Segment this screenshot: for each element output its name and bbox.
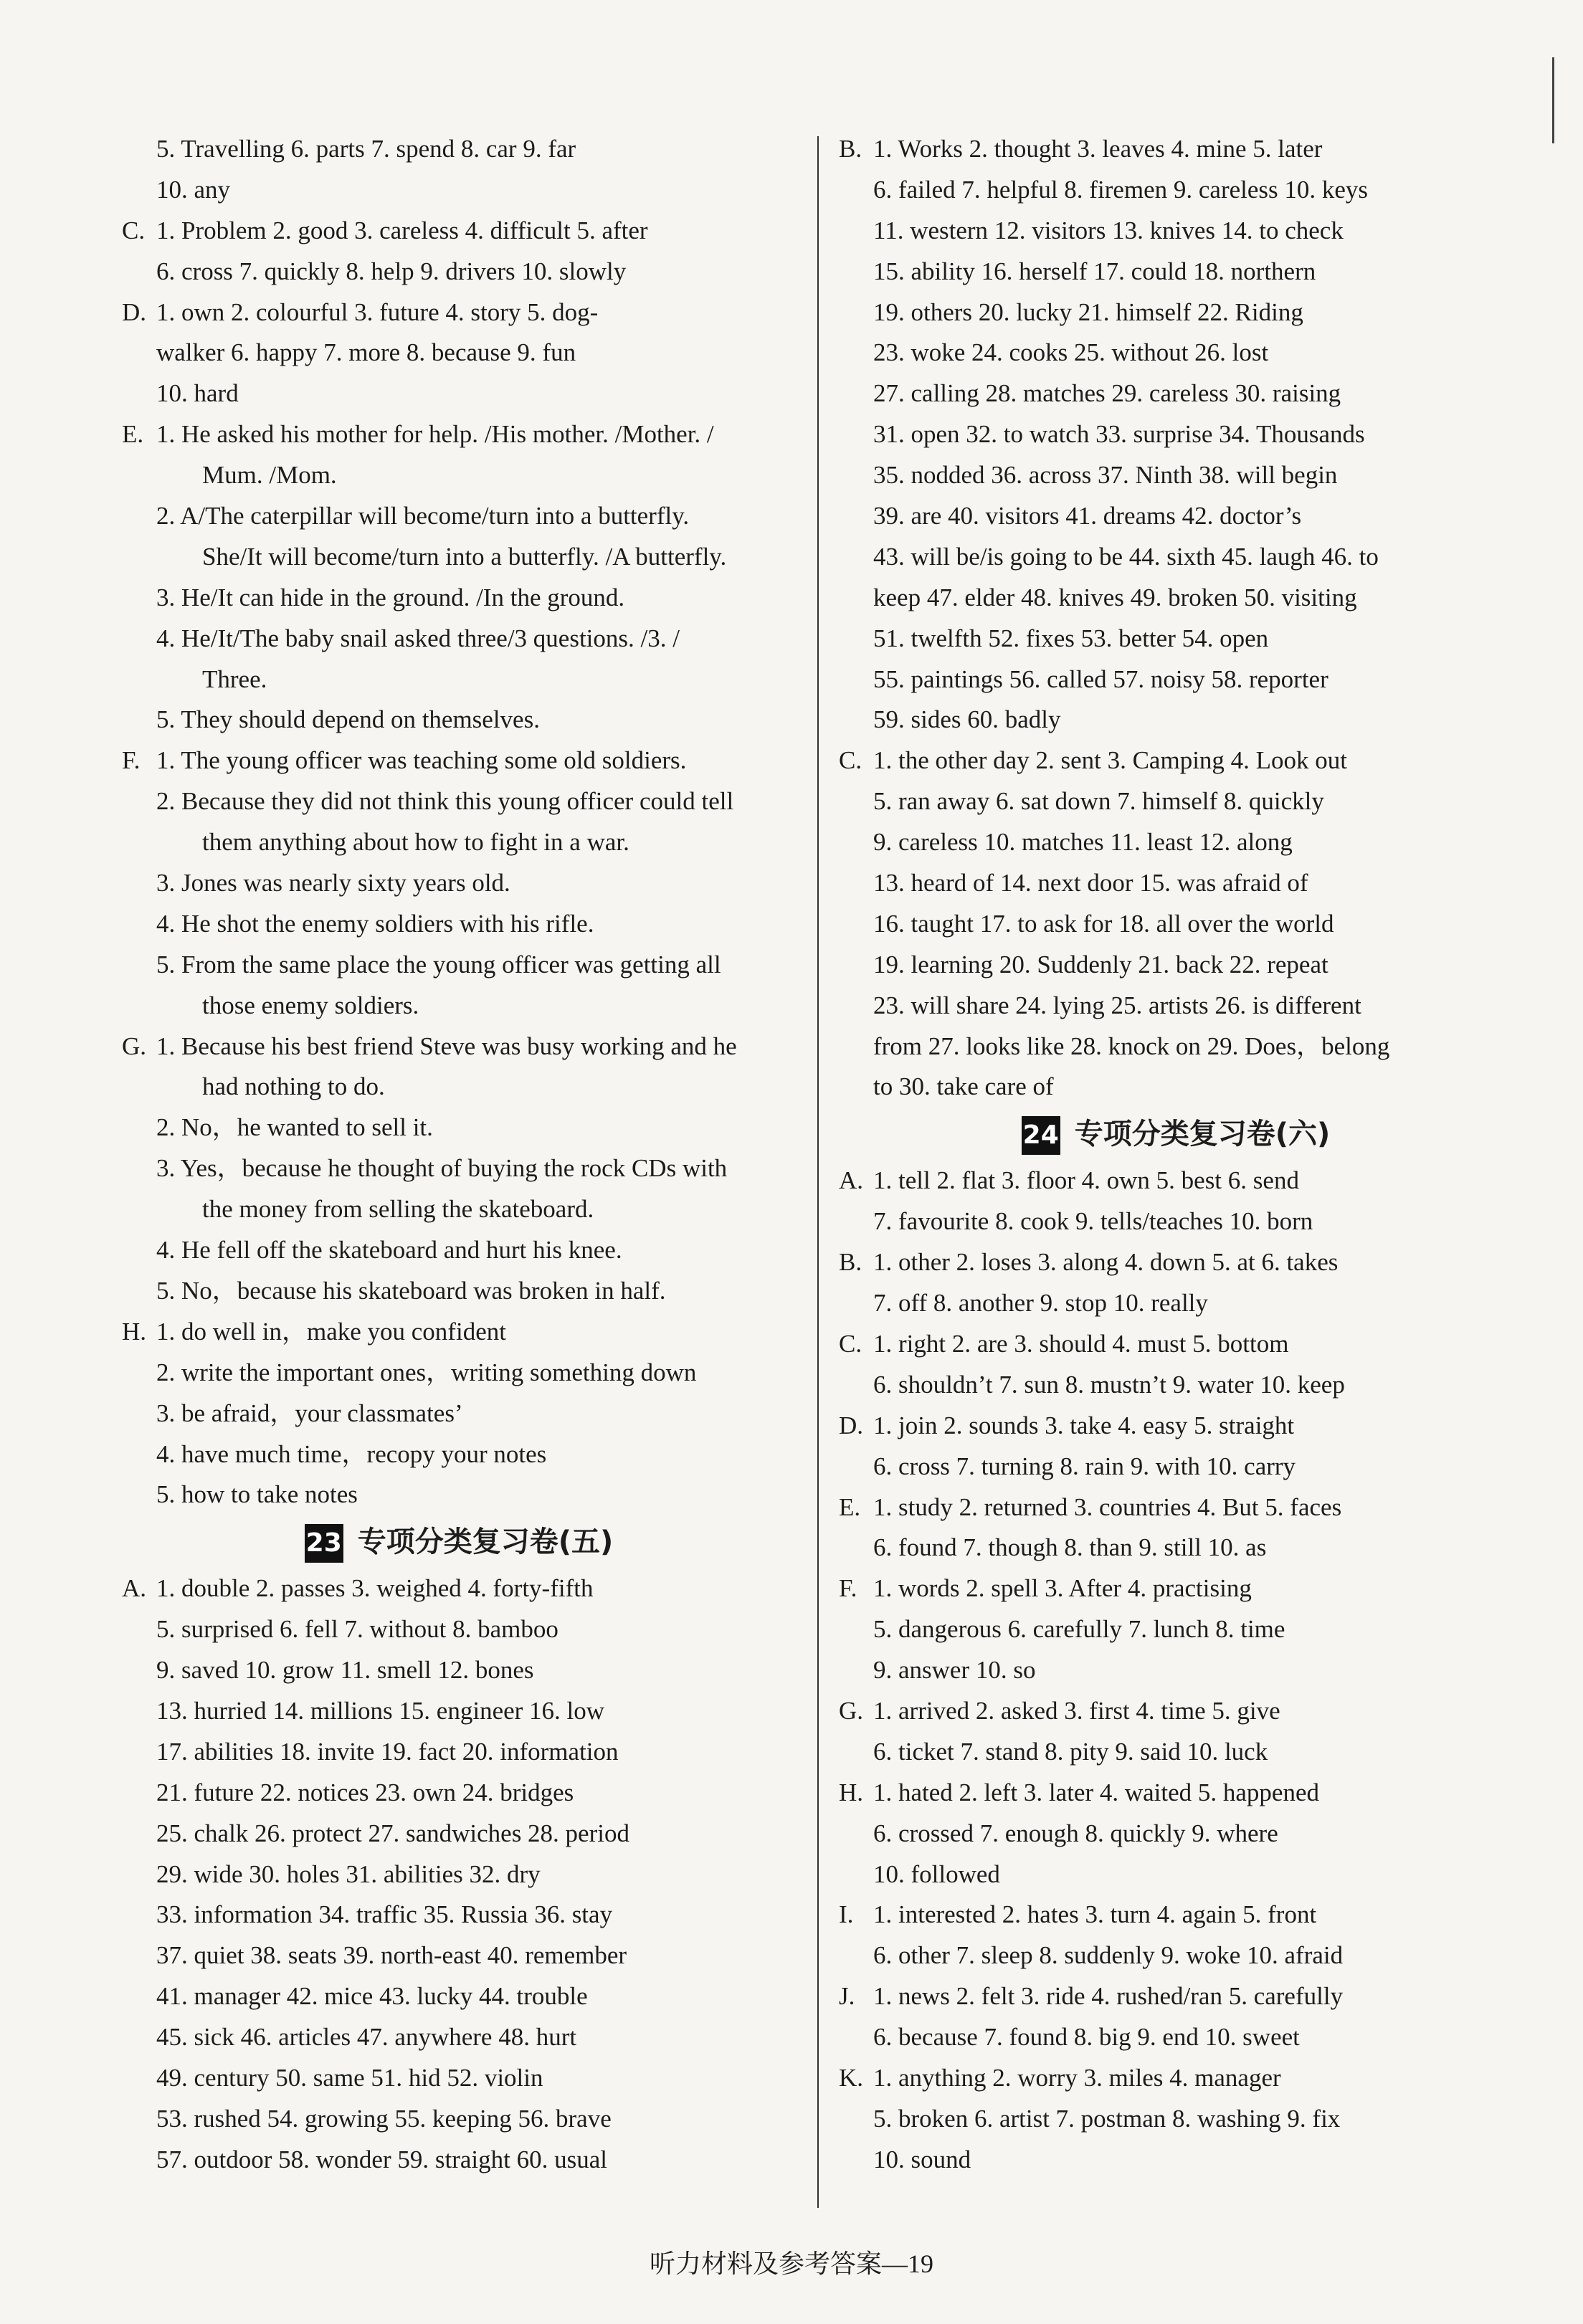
section-letter: A. [122, 1574, 147, 1603]
answer-text: 6. failed 7. helpful 8. firemen 9. careless 10. keys [873, 175, 1369, 204]
answer-text: 1. double 2. passes 3. weighed 4. forty-fifth [156, 1574, 594, 1603]
right-answers-bottom [839, 1161, 1513, 2180]
answer-line [122, 2058, 796, 2099]
answer-line [839, 496, 1513, 537]
answer-line [122, 1650, 796, 1691]
answer-text: 39. are 40. visitors 41. dreams 42. doctor’s [873, 502, 1302, 530]
answer-line [839, 1732, 1513, 1773]
answer-line [839, 1650, 1513, 1691]
answer-text: 1. words 2. spell 3. After 4. practising [873, 1574, 1252, 1603]
answer-line [122, 2017, 796, 2058]
answer-text: 1. The young officer was teaching some old soldiers. [156, 746, 687, 775]
answer-text: 1. Works 2. thought 3. leaves 4. mine 5. later [873, 135, 1323, 163]
answer-text: 1. own 2. colourful 3. future 4. story 5. dog- [156, 297, 599, 326]
answer-line [839, 822, 1513, 863]
section-letter: K. [839, 2063, 864, 2092]
answer-text: 1. right 2. are 3. should 4. must 5. bottom [873, 1329, 1289, 1358]
answer-line [839, 455, 1513, 496]
answer-line [122, 1271, 796, 1312]
answer-line [839, 659, 1513, 700]
answer-line [839, 211, 1513, 252]
answer-text: 6. ticket 7. stand 8. pity 9. said 10. luck [873, 1737, 1268, 1766]
answer-line [122, 1691, 796, 1732]
answer-line [839, 1609, 1513, 1650]
answer-text: 6. crossed 7. enough 8. quickly 9. where [873, 1819, 1278, 1847]
answer-line [839, 2140, 1513, 2181]
answer-line [122, 373, 796, 414]
answer-line [839, 2017, 1513, 2058]
answer-text: 5. ran away 6. sat down 7. himself 8. quickly [873, 787, 1324, 816]
answer-text: 1. study 2. returned 3. countries 4. But 5. faces [873, 1492, 1342, 1521]
answer-text: to 30. take care of [873, 1072, 1054, 1101]
answer-text: 25. chalk 26. protect 27. sandwiches 28. period [156, 1819, 629, 1847]
answer-line [122, 1475, 796, 1515]
answer-line [839, 578, 1513, 619]
answer-line [122, 986, 796, 1027]
answer-text: 10. any [156, 175, 231, 204]
answer-line [122, 619, 796, 659]
answer-line [122, 1312, 796, 1353]
right-answers-top [839, 129, 1513, 1108]
section-letter: G. [122, 1032, 147, 1060]
answer-line [122, 1976, 796, 2017]
answer-line [122, 496, 796, 537]
page-footer: 听力材料及参考答案—19 [649, 2249, 933, 2278]
answer-line [839, 1242, 1513, 1283]
answer-line [839, 1324, 1513, 1365]
section-letter: C. [839, 746, 862, 775]
answer-line [122, 781, 796, 822]
answer-line [839, 619, 1513, 659]
answer-line [122, 2099, 796, 2140]
section-letter: H. [122, 1317, 147, 1346]
answer-line [122, 1027, 796, 1067]
answer-text: 1. the other day 2. sent 3. Camping 4. Look out [873, 746, 1348, 775]
answer-line [839, 414, 1513, 455]
answer-text: 43. will be/is going to be 44. sixth 45. laugh 46. to [873, 542, 1379, 571]
answer-text: 7. off 8. another 9. stop 10. really [873, 1289, 1208, 1318]
answer-text: 6. cross 7. turning 8. rain 9. with 10. carry [873, 1452, 1296, 1480]
answer-text: 1. He asked his mother for help. /His mother. /Mother. / [156, 420, 714, 449]
answer-text: 45. sick 46. articles 47. anywhere 48. hurt [156, 2023, 577, 2052]
section-letter: E. [122, 420, 144, 449]
section-letter: F. [839, 1574, 857, 1603]
section-title: 专项分类复习卷(五) [357, 1525, 614, 1559]
answer-text: 59. sides 60. badly [873, 705, 1061, 734]
answer-line [839, 1568, 1513, 1609]
answer-text: Mum. /Mom. [202, 461, 337, 490]
answer-line [839, 1406, 1513, 1447]
answer-text: 4. He shot the enemy soldiers with his rifle. [156, 909, 594, 938]
answer-text: 1. arrived 2. asked 3. first 4. time 5. give [873, 1696, 1280, 1725]
answer-text: 5. dangerous 6. carefully 7. lunch 8. time [873, 1615, 1285, 1644]
answer-line [839, 1161, 1513, 1201]
section-heading-23 [122, 1515, 796, 1568]
answer-line [839, 740, 1513, 781]
section-letter: F. [122, 746, 141, 775]
answer-text: them anything about how to fight in a war. [202, 828, 629, 857]
section-letter: C. [122, 216, 146, 244]
section-letter: D. [839, 1411, 864, 1439]
section-letter: H. [839, 1778, 864, 1806]
answer-text: 2. write the important ones，writing something down [156, 1358, 697, 1386]
answer-text: 13. heard of 14. next door 15. was afraid of [873, 869, 1308, 897]
answer-line [122, 659, 796, 700]
answer-line [839, 1854, 1513, 1895]
section-number-badge: 24 [1022, 1116, 1060, 1155]
answer-line [839, 1935, 1513, 1976]
answer-text: 5. how to take notes [156, 1480, 358, 1509]
section-letter: C. [839, 1329, 862, 1358]
answer-line [839, 1027, 1513, 1067]
answer-line [839, 1976, 1513, 2017]
answer-line [122, 700, 796, 740]
answer-text: 2. No，he wanted to sell it. [156, 1113, 433, 1142]
page-edge-mark [1552, 57, 1554, 143]
answer-text: 1. interested 2. hates 3. turn 4. again 5. front [873, 1900, 1317, 1929]
answer-line [839, 1895, 1513, 1935]
answer-line [122, 1732, 796, 1773]
answer-line [122, 1108, 796, 1148]
answer-line [122, 2140, 796, 2181]
answer-text: 4. He fell off the skateboard and hurt his knee. [156, 1236, 622, 1265]
answer-text: 19. learning 20. Suddenly 21. back 22. repeat [873, 950, 1328, 978]
answer-text: 11. western 12. visitors 13. knives 14. to check [873, 216, 1344, 244]
answer-line [839, 129, 1513, 170]
answer-line [839, 1487, 1513, 1528]
answer-line [122, 1814, 796, 1854]
answer-line [122, 211, 796, 252]
section-letter: E. [839, 1492, 861, 1521]
answer-line [122, 1353, 796, 1394]
answer-line [122, 414, 796, 455]
answer-text: 6. found 7. though 8. than 9. still 10. as [873, 1533, 1267, 1562]
answer-line [839, 292, 1513, 333]
section-title: 专项分类复习卷(六) [1074, 1118, 1331, 1151]
answer-text: 3. Yes，because he thought of buying the rock CDs with [156, 1154, 728, 1183]
answer-line [122, 1067, 796, 1108]
answer-line [839, 1814, 1513, 1854]
answer-line [122, 822, 796, 863]
answer-text: 1. anything 2. worry 3. miles 4. manager [873, 2063, 1281, 2092]
answer-text: 23. woke 24. cooks 25. without 26. lost [873, 338, 1269, 367]
section-letter: B. [839, 1248, 862, 1277]
answer-text: keep 47. elder 48. knives 49. broken 50. visiting [873, 583, 1357, 611]
answer-text: 5. broken 6. artist 7. postman 8. washing 9. fix [873, 2104, 1341, 2133]
answer-text: 5. No，because his skateboard was broken in half. [156, 1276, 666, 1305]
answer-text: from 27. looks like 28. knock on 29. Does，belong [873, 1032, 1390, 1060]
answer-text: 19. others 20. lucky 21. himself 22. Riding [873, 297, 1303, 326]
answer-text: 7. favourite 8. cook 9. tells/teaches 10. born [873, 1207, 1313, 1236]
answer-text: 5. They should depend on themselves. [156, 705, 540, 734]
answer-line [839, 1773, 1513, 1814]
right-column [839, 129, 1513, 2181]
answer-line [839, 537, 1513, 578]
answer-line [122, 1434, 796, 1475]
answer-text: 6. other 7. sleep 8. suddenly 9. woke 10. afraid [873, 1941, 1344, 1970]
answer-text: 1. hated 2. left 3. later 4. waited 5. happened [873, 1778, 1320, 1806]
answer-line [839, 1067, 1513, 1108]
answer-line [122, 129, 796, 170]
answer-text: 10. followed [873, 1859, 1000, 1888]
answer-line [122, 1935, 796, 1976]
answer-line [122, 333, 796, 373]
answer-line [122, 904, 796, 945]
answer-line [839, 333, 1513, 373]
answer-line [122, 1854, 796, 1895]
answer-text: 17. abilities 18. invite 19. fact 20. information [156, 1737, 619, 1766]
section-letter: B. [839, 135, 862, 163]
answer-text: 13. hurried 14. millions 15. engineer 16. low [156, 1696, 605, 1725]
answer-text: 3. He/It can hide in the ground. /In the ground. [156, 583, 625, 611]
answer-line [122, 1568, 796, 1609]
answer-text: 3. be afraid，your classmates’ [156, 1399, 463, 1427]
answer-line [122, 1189, 796, 1230]
answer-text: 29. wide 30. holes 31. abilities 32. dry [156, 1859, 541, 1888]
answer-text: 6. shouldn’t 7. sun 8. mustn’t 9. water 10. keep [873, 1370, 1345, 1399]
answer-text: 9. answer 10. so [873, 1656, 1036, 1685]
answer-line [122, 863, 796, 904]
answer-text: had nothing to do. [202, 1072, 385, 1101]
answer-text: 1. other 2. loses 3. along 4. down 5. at 6. takes [873, 1248, 1339, 1277]
left-column [122, 129, 796, 2181]
answer-text: 3. Jones was nearly sixty years old. [156, 869, 510, 897]
answer-line [122, 537, 796, 578]
section-letter: D. [122, 297, 147, 326]
answer-text: 1. tell 2. flat 3. floor 4. own 5. best 6. send [873, 1166, 1299, 1195]
answer-text: 5. From the same place the young officer was getting all [156, 950, 721, 978]
answer-line [122, 945, 796, 986]
section-letter: J. [839, 1982, 855, 2011]
section-letter: A. [839, 1166, 864, 1195]
answer-line [122, 1609, 796, 1650]
answer-line [839, 2058, 1513, 2099]
answer-line [122, 1394, 796, 1434]
section-heading-24 [839, 1108, 1513, 1161]
answer-text: 1. news 2. felt 3. ride 4. rushed/ran 5. carefully [873, 1982, 1344, 2011]
answer-text: the money from selling the skateboard. [202, 1195, 594, 1224]
section-letter: G. [839, 1696, 864, 1725]
answer-line [839, 986, 1513, 1027]
answer-line [122, 292, 796, 333]
column-divider [817, 136, 819, 2208]
answer-text: 16. taught 17. to ask for 18. all over the world [873, 909, 1334, 938]
answer-text: 2. A/The caterpillar will become/turn into a butterfly. [156, 502, 690, 530]
answer-text: 49. century 50. same 51. hid 52. violin [156, 2063, 543, 2092]
answer-line [839, 1365, 1513, 1406]
answer-line [122, 578, 796, 619]
answer-line [839, 1201, 1513, 1242]
answer-line [839, 1528, 1513, 1568]
answer-text: She/It will become/turn into a butterfly. /A butterfly. [202, 542, 727, 571]
answer-line [122, 455, 796, 496]
answer-text: 33. information 34. traffic 35. Russia 36. stay [156, 1900, 613, 1929]
answer-line [839, 2099, 1513, 2140]
section-number-badge: 23 [305, 1524, 343, 1563]
answer-text: 57. outdoor 58. wonder 59. straight 60. usual [156, 2145, 607, 2173]
answer-text: Three. [202, 665, 267, 693]
left-answers-top [122, 129, 796, 1515]
answer-text: 41. manager 42. mice 43. lucky 44. trouble [156, 1982, 588, 2011]
answer-text: 23. will share 24. lying 25. artists 26. is different [873, 991, 1361, 1019]
answer-text: 5. Travelling 6. parts 7. spend 8. car 9. far [156, 135, 576, 163]
answer-text: 10. sound [873, 2145, 971, 2173]
answer-line [839, 904, 1513, 945]
answer-text: 10. hard [156, 379, 239, 408]
answer-text: 4. have much time，recopy your notes [156, 1439, 547, 1468]
answer-line [122, 1895, 796, 1935]
answer-text: 6. because 7. found 8. big 9. end 10. sweet [873, 2023, 1300, 2052]
answer-text: 35. nodded 36. across 37. Ninth 38. will begin [873, 461, 1338, 490]
answer-text: 53. rushed 54. growing 55. keeping 56. brave [156, 2104, 612, 2133]
answer-line [122, 1230, 796, 1271]
answer-text: those enemy soldiers. [202, 991, 419, 1019]
answer-line [122, 252, 796, 292]
section-letter: I. [839, 1900, 854, 1929]
answer-line [839, 170, 1513, 211]
answer-text: 55. paintings 56. called 57. noisy 58. reporter [873, 665, 1328, 693]
answer-line [839, 1283, 1513, 1324]
answer-line [839, 373, 1513, 414]
answer-text: 5. surprised 6. fell 7. without 8. bamboo [156, 1615, 558, 1644]
answer-line [839, 700, 1513, 740]
answer-text: 1. join 2. sounds 3. take 4. easy 5. straight [873, 1411, 1295, 1439]
answer-line [839, 252, 1513, 292]
answer-text: 1. do well in，make you confident [156, 1317, 506, 1346]
answer-text: 4. He/It/The baby snail asked three/3 questions. /3. / [156, 624, 680, 652]
answer-line [839, 863, 1513, 904]
answer-text: 1. Problem 2. good 3. careless 4. difficult 5. after [156, 216, 648, 244]
answer-line [839, 945, 1513, 986]
answer-text: 27. calling 28. matches 29. careless 30. raising [873, 379, 1341, 408]
answer-line [839, 1691, 1513, 1732]
left-answers-bottom [122, 1568, 796, 2180]
answer-text: walker 6. happy 7. more 8. because 9. fun [156, 338, 576, 367]
answer-text: 9. careless 10. matches 11. least 12. along [873, 828, 1293, 857]
answer-line [839, 1447, 1513, 1487]
answer-line [122, 740, 796, 781]
answer-text: 6. cross 7. quickly 8. help 9. drivers 10. slowly [156, 257, 627, 285]
answer-line [122, 1773, 796, 1814]
answer-text: 9. saved 10. grow 11. smell 12. bones [156, 1656, 534, 1685]
answer-text: 31. open 32. to watch 33. surprise 34. Thousands [873, 420, 1365, 449]
answer-text: 37. quiet 38. seats 39. north-east 40. remember [156, 1941, 627, 1970]
answer-text: 15. ability 16. herself 17. could 18. northern [873, 257, 1316, 285]
answer-text: 51. twelfth 52. fixes 53. better 54. open [873, 624, 1269, 652]
answer-line [122, 1148, 796, 1189]
answer-line [122, 170, 796, 211]
answer-text: 2. Because they did not think this young officer could tell [156, 787, 734, 816]
answer-text: 1. Because his best friend Steve was busy working and he [156, 1032, 737, 1060]
answer-text: 21. future 22. notices 23. own 24. bridges [156, 1778, 574, 1806]
answer-line [839, 781, 1513, 822]
